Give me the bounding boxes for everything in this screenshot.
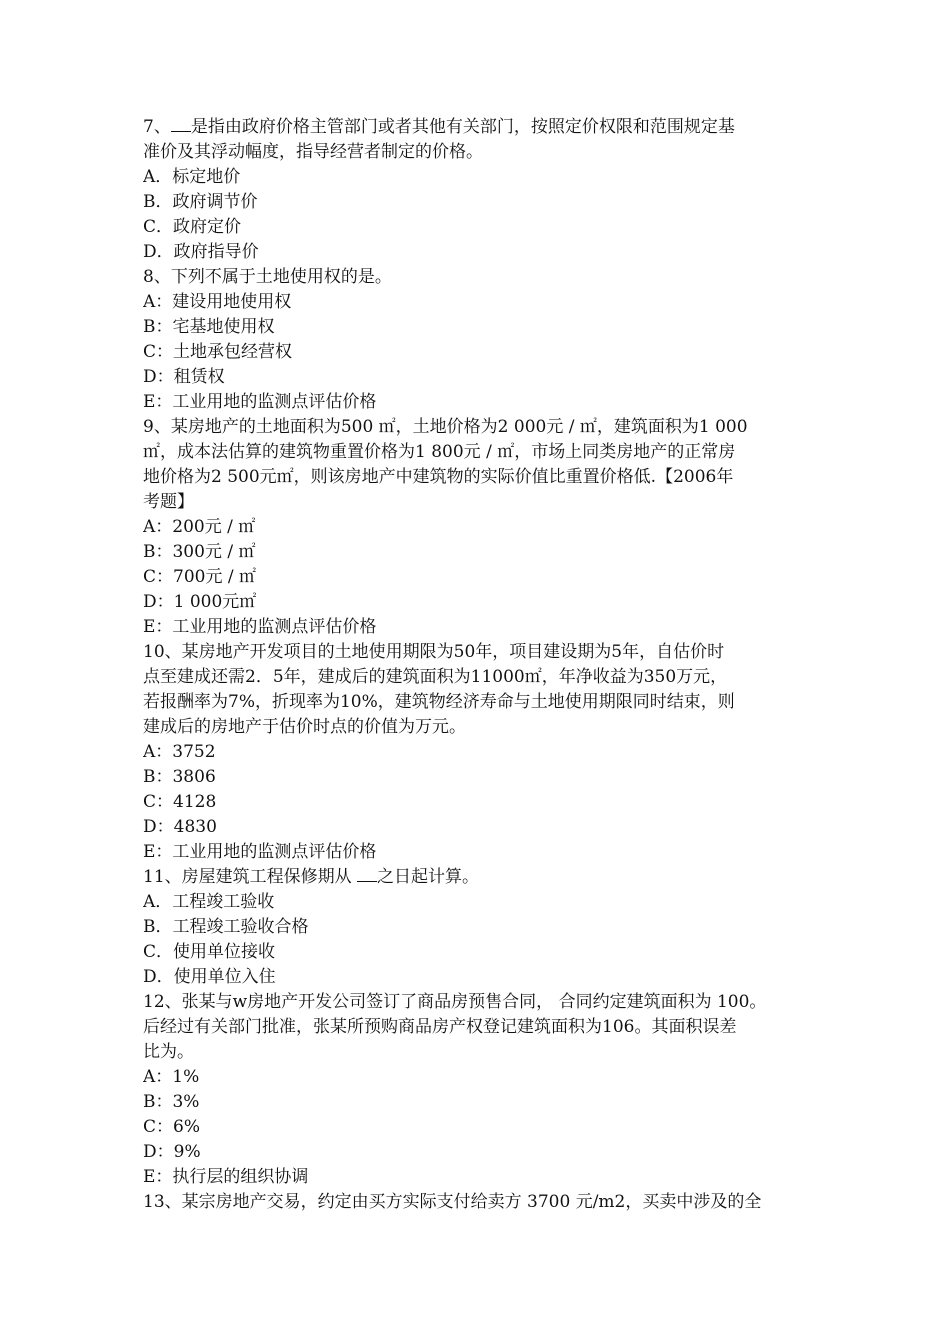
option-c: C：700元 / ㎡ <box>143 567 256 587</box>
question-text-line: 比为。 <box>143 1042 194 1062</box>
option-c: C．使用单位接收 <box>143 942 276 962</box>
question-text-line: 点至建成还需2．5年，建成后的建筑面积为11000㎡，年净收益为350万元， <box>143 667 728 687</box>
option-a: A．工程竣工验收 <box>143 892 275 912</box>
answer-blank <box>357 867 377 882</box>
option-e: E：工业用地的监测点评估价格 <box>143 842 377 862</box>
option-d: D．使用单位入住 <box>143 967 276 987</box>
question-text-line: 9、某房地产的土地面积为500 ㎡，土地价格为2 000元 / ㎡，建筑面积为1 000 <box>143 417 748 437</box>
option-c: C：4128 <box>143 792 217 812</box>
question-7 <box>143 115 811 265</box>
question-12 <box>143 990 811 1190</box>
option-b: B：3% <box>143 1092 200 1112</box>
option-b: B．政府调节价 <box>143 192 258 212</box>
question-text-line: 13、某宗房地产交易，约定由买方实际支付给卖方 3700 元/m2，买卖中涉及的全 <box>143 1192 762 1212</box>
option-e: E：执行层的组织协调 <box>143 1167 309 1187</box>
option-b: B：300元 / ㎡ <box>143 542 256 562</box>
question-text-line: 若报酬率为7%，折现率为10%，建筑物经济寿命与土地使用期限同时结束，则 <box>143 692 735 712</box>
question-8 <box>143 265 811 415</box>
option-c: C：土地承包经营权 <box>143 342 293 362</box>
option-a: A．标定地价 <box>143 167 241 187</box>
question-text-line: 11、房屋建筑工程保修期从 之日起计算。 <box>143 867 480 887</box>
option-c: C：6% <box>143 1117 200 1137</box>
question-text-line: 后经过有关部门批准，张某所预购商品房产权登记建筑面积为106。其面积误差 <box>143 1017 737 1037</box>
option-b: B：宅基地使用权 <box>143 317 275 337</box>
option-e: E：工业用地的监测点评估价格 <box>143 392 377 412</box>
option-c: C．政府定价 <box>143 217 242 237</box>
option-e: E：工业用地的监测点评估价格 <box>143 617 377 637</box>
option-a: A：1% <box>143 1067 200 1087</box>
question-9 <box>143 415 811 640</box>
question-text-line: 准价及其浮动幅度，指导经营者制定的价格。 <box>143 142 483 162</box>
question-text-line: 考题】 <box>143 492 194 512</box>
option-a: A：建设用地使用权 <box>143 292 292 312</box>
question-text-line: 地价格为2 500元㎡，则该房地产中建筑物的实际价值比重置价格低.【2006年 <box>143 467 734 487</box>
question-text-line: 8、下列不属于土地使用权的是。 <box>143 267 392 287</box>
document-body <box>143 115 811 1215</box>
option-d: D：租赁权 <box>143 367 225 387</box>
answer-blank <box>171 117 191 132</box>
option-b: B．工程竣工验收合格 <box>143 917 309 937</box>
question-11 <box>143 865 811 990</box>
question-text-line: 12、张某与w房地产开发公司签订了商品房预售合同， 合同约定建筑面积为 100。 <box>143 992 767 1012</box>
option-d: D：4830 <box>143 817 217 837</box>
question-13 <box>143 1190 811 1215</box>
option-d: D：1 000元㎡ <box>143 592 257 612</box>
question-text-line: ㎡，成本法估算的建筑物重置价格为1 800元 / ㎡，市场上同类房地产的正常房 <box>143 442 736 462</box>
option-a: A：200元 / ㎡ <box>143 517 256 537</box>
question-text-line: 7、 是指由政府价格主管部门或者其他有关部门，按照定价权限和范围规定基 <box>143 117 735 137</box>
option-b: B：3806 <box>143 767 216 787</box>
option-a: A：3752 <box>143 742 216 762</box>
question-text-line: 建成后的房地产于估价时点的价值为万元。 <box>143 717 466 737</box>
option-d: D：9% <box>143 1142 201 1162</box>
question-text-line: 10、某房地产开发项目的土地使用期限为50年，项目建设期为5年，自估价时 <box>143 642 725 662</box>
question-10 <box>143 640 811 865</box>
option-d: D．政府指导价 <box>143 242 259 262</box>
